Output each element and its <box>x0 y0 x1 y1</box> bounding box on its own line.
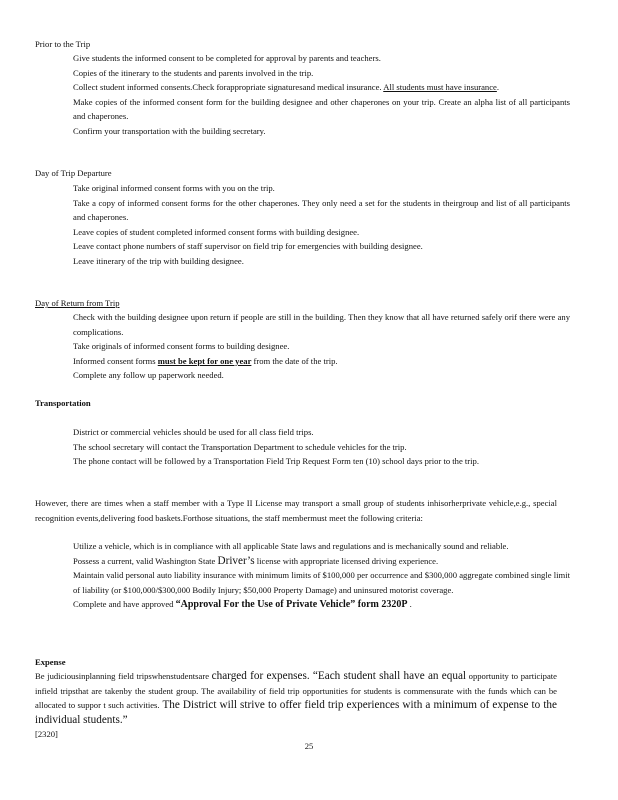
policy-reference: [2320] <box>35 729 58 739</box>
page-number: 25 <box>304 741 314 751</box>
list-item: Take a copy of informed consent forms for the other chaperones. They only need a set for the students in theirgroup and list of all participants and chaperones. <box>73 197 570 222</box>
prior-list <box>52 51 570 138</box>
form-title: “Approval For the Use of Private Vehicle” form 2320P <box>175 599 408 610</box>
list-item: Copies of the itinerary to the students and parents involved in the trip. <box>73 67 314 78</box>
list-item: Take originals of informed consent forms to building designee. <box>73 341 290 351</box>
list-item: Leave copies of student completed informed consent forms with building designee. <box>73 226 360 237</box>
transportation-heading: Transportation <box>35 398 91 408</box>
list-item: Collect student informed consents.Check forappropriate signaturesand medical insurance. All students must have insurance. <box>73 82 500 92</box>
list-item: Maintain valid personal auto liability insurance with minimum limits of $100,000 per occurrence and $300,000 aggregate combined single limit of liability (or $100,000/$300,000 Bodily Injury; $50,000 Property Damage) and uninsured motorist coverage. <box>73 570 570 595</box>
expense-paragraph: Be judiciousinplanning field tripswhenstudentsare charged for expenses. “Each student shall have an equal opportunity to participate infield tripsthat are takenby the student group. The availability of field trip opportunities for students is commensurate with the funds which can be allocated to suppor t such activities. The District will strive to offer field trip experiences with a minimum of expense to the individual students.” [2320] <box>35 670 557 739</box>
expense-heading: Expense <box>35 657 66 667</box>
return-heading: Day of Return from Trip <box>35 298 120 308</box>
list-item: Check with the building designee upon return if people are still in the building. Then they know that all have returned safely orif there were any complications. <box>73 312 570 337</box>
list-item: Complete any follow up paperwork needed. <box>73 370 224 380</box>
list-item: Informed consent forms must be kept for one year from the date of the trip. <box>73 355 338 366</box>
list-item: Complete and have approved “Approval For the Use of Private Vehicle” form 2320P . <box>73 599 412 610</box>
return-list <box>52 310 570 383</box>
list-item: Possess a current, valid Washington State Driver’s license with appropriate licensed driving experience. <box>73 554 439 567</box>
list-item: The phone contact will be followed by a Transportation Field Trip Request Form ten (10) school days prior to the trip. <box>73 456 480 466</box>
insurance-requirement: All students must have insurance <box>383 82 497 92</box>
list-item: Utilize a vehicle, which is in compliance with all applicable State laws and regulations and is mechanically sound and reliable. <box>73 541 509 551</box>
criteria-list <box>52 539 570 613</box>
list-item: Leave itinerary of the trip with building designee. <box>73 255 244 266</box>
departure-heading: Day of Trip Departure <box>35 168 112 178</box>
prior-heading: Prior to the Trip <box>35 39 91 49</box>
list-item: Leave contact phone numbers of staff supervisor on field trip for emergencies with building designee. <box>73 241 423 251</box>
list-item: Take original informed consent forms with you on the trip. <box>73 183 275 193</box>
list-item: Make copies of the informed consent form for the building designee and other chaperones on your trip. Create an alpha list of all participants and chaperones. <box>73 96 570 121</box>
retention-requirement: must be kept for one year <box>157 355 252 366</box>
private-vehicle-paragraph: However, there are times when a staff member with a Type II License may transport a small group of students inhisorherprivate vehicle,e.g., special recognition events,delivering food baskets.Forthose situations, the staff membermust meet the following criteria: <box>35 498 557 523</box>
list-item: Confirm your transportation with the building secretary. <box>73 125 266 136</box>
list-item: The school secretary will contact the Transportation Department to schedule vehicles for the trip. <box>73 441 407 452</box>
list-item: District or commercial vehicles should be used for all class field trips. <box>73 427 314 437</box>
list-item: Give students the informed consent to be completed for approval by parents and teachers. <box>73 53 381 63</box>
departure-list <box>52 181 570 268</box>
transportation-list <box>52 425 570 469</box>
